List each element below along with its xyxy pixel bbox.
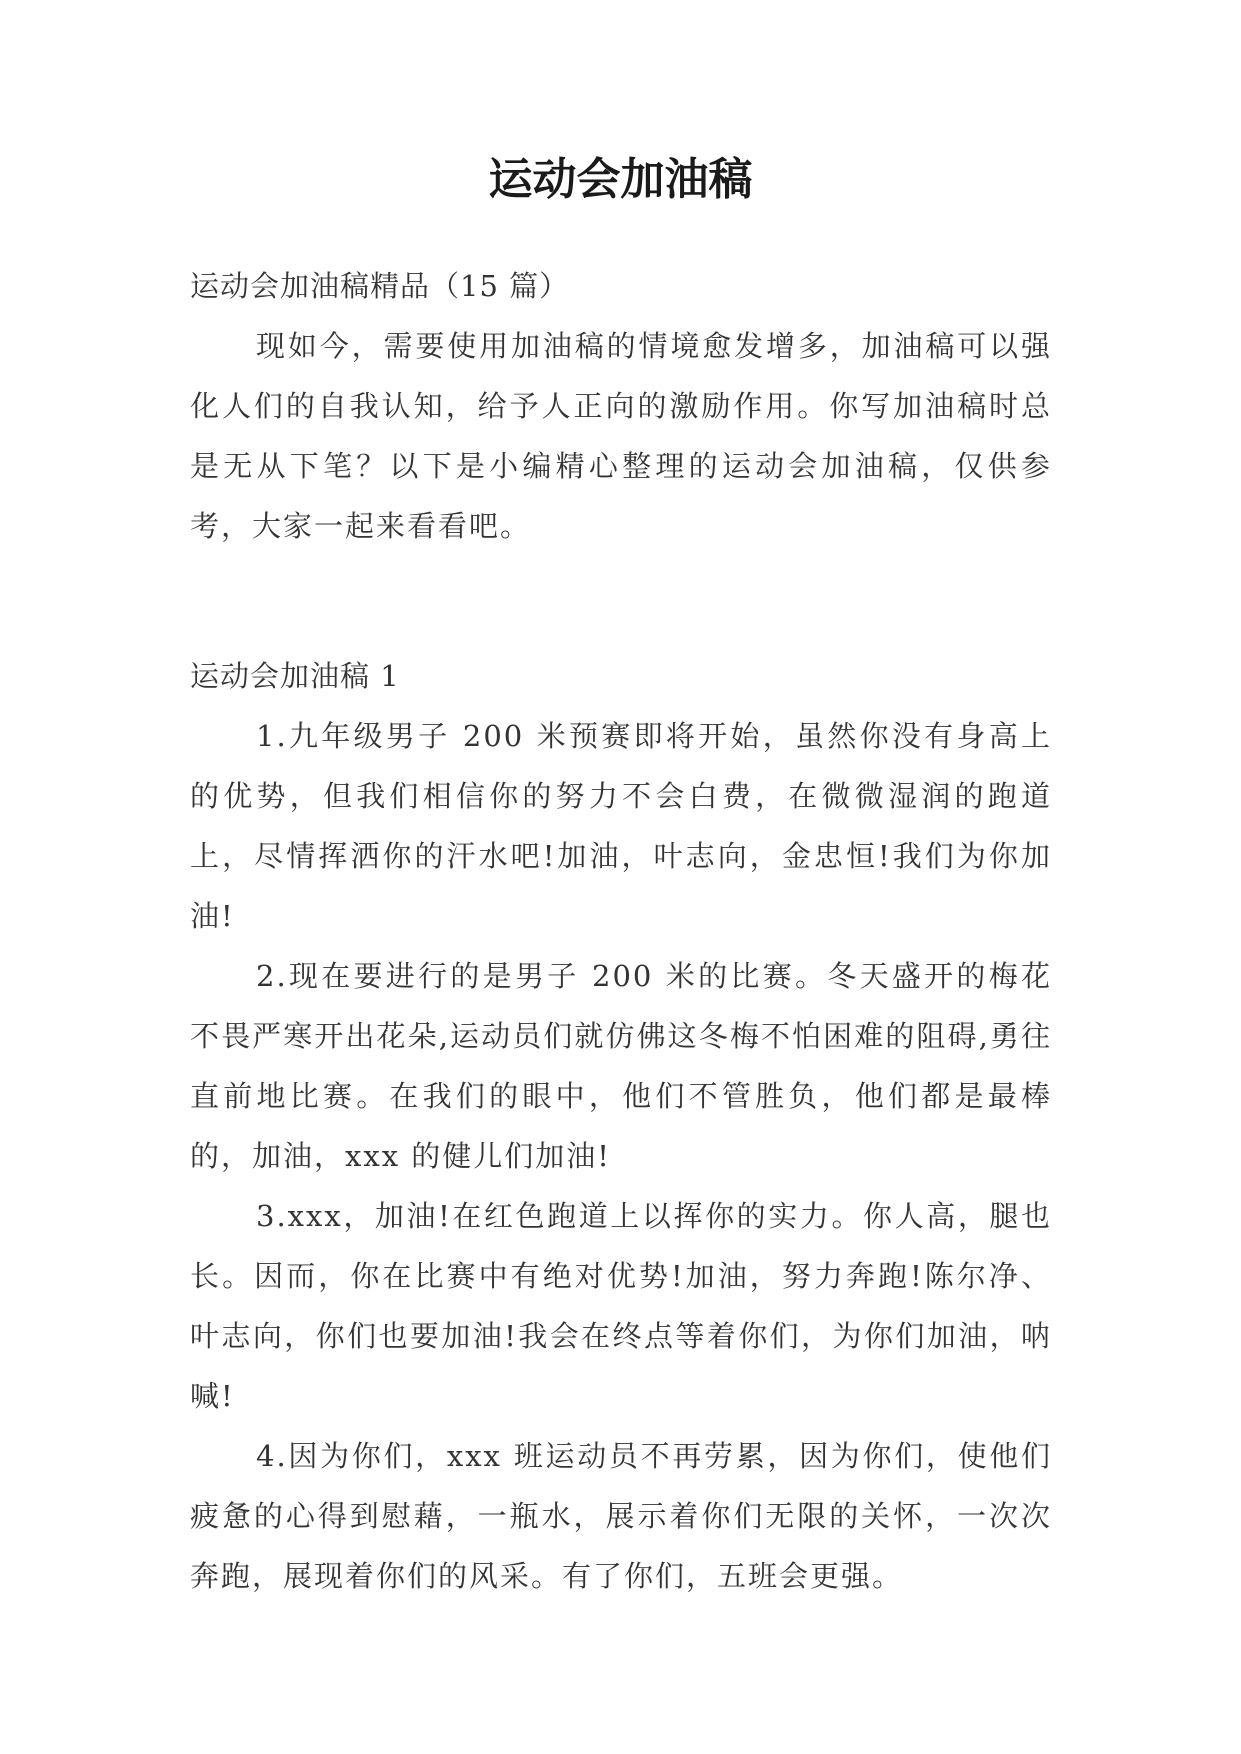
cheer-paragraph: 1.九年级男子 200 米预赛即将开始，虽然你没有身高上的优势，但我们相信你的努力不会白费，在微微湿润的跑道上，尽情挥洒你的汗水吧!加油，叶志向，金忠恒!我们为你加油! xyxy=(190,719,1052,933)
intro-paragraph: 现如今，需要使用加油稿的情境愈发增多，加油稿可以强化人们的自我认知，给予人正向的激励作用。你写加油稿时总是无从下笔？以下是小编精心整理的运动会加油稿，仅供参考，大家一起来看看吧。 xyxy=(190,329,1052,543)
cheer-paragraph: 4.因为你们，xxx 班运动员不再劳累，因为你们，使他们疲惫的心得到慰藉，一瓶水，展示着你们无限的关怀，一次次奔跑，展现着你们的风采。有了你们，五班会更强。 xyxy=(190,1439,1052,1593)
section-spacer xyxy=(190,556,1052,646)
document-subtitle: 运动会加油稿精品（15 篇） xyxy=(190,269,570,303)
document-body xyxy=(190,256,1052,1606)
cheer-paragraph: 2.现在要进行的是男子 200 米的比赛。冬天盛开的梅花不畏严寒开出花朵,运动员们就仿佛这冬梅不怕困难的阻碍,勇往直前地比赛。在我们的眼中，他们不管胜负，他们都是最棒的，加油，xxx 的健儿们加油! xyxy=(190,959,1052,1173)
section-heading: 运动会加油稿 1 xyxy=(190,659,400,693)
cheer-paragraph: 3.xxx，加油!在红色跑道上以挥你的实力。你人高，腿也长。因而，你在比赛中有绝对优势!加油，努力奔跑!陈尔净、叶志向，你们也要加油!我会在终点等着你们，为你们加油，呐喊! xyxy=(190,1199,1052,1413)
document-title: 运动会加油稿 xyxy=(488,154,753,205)
